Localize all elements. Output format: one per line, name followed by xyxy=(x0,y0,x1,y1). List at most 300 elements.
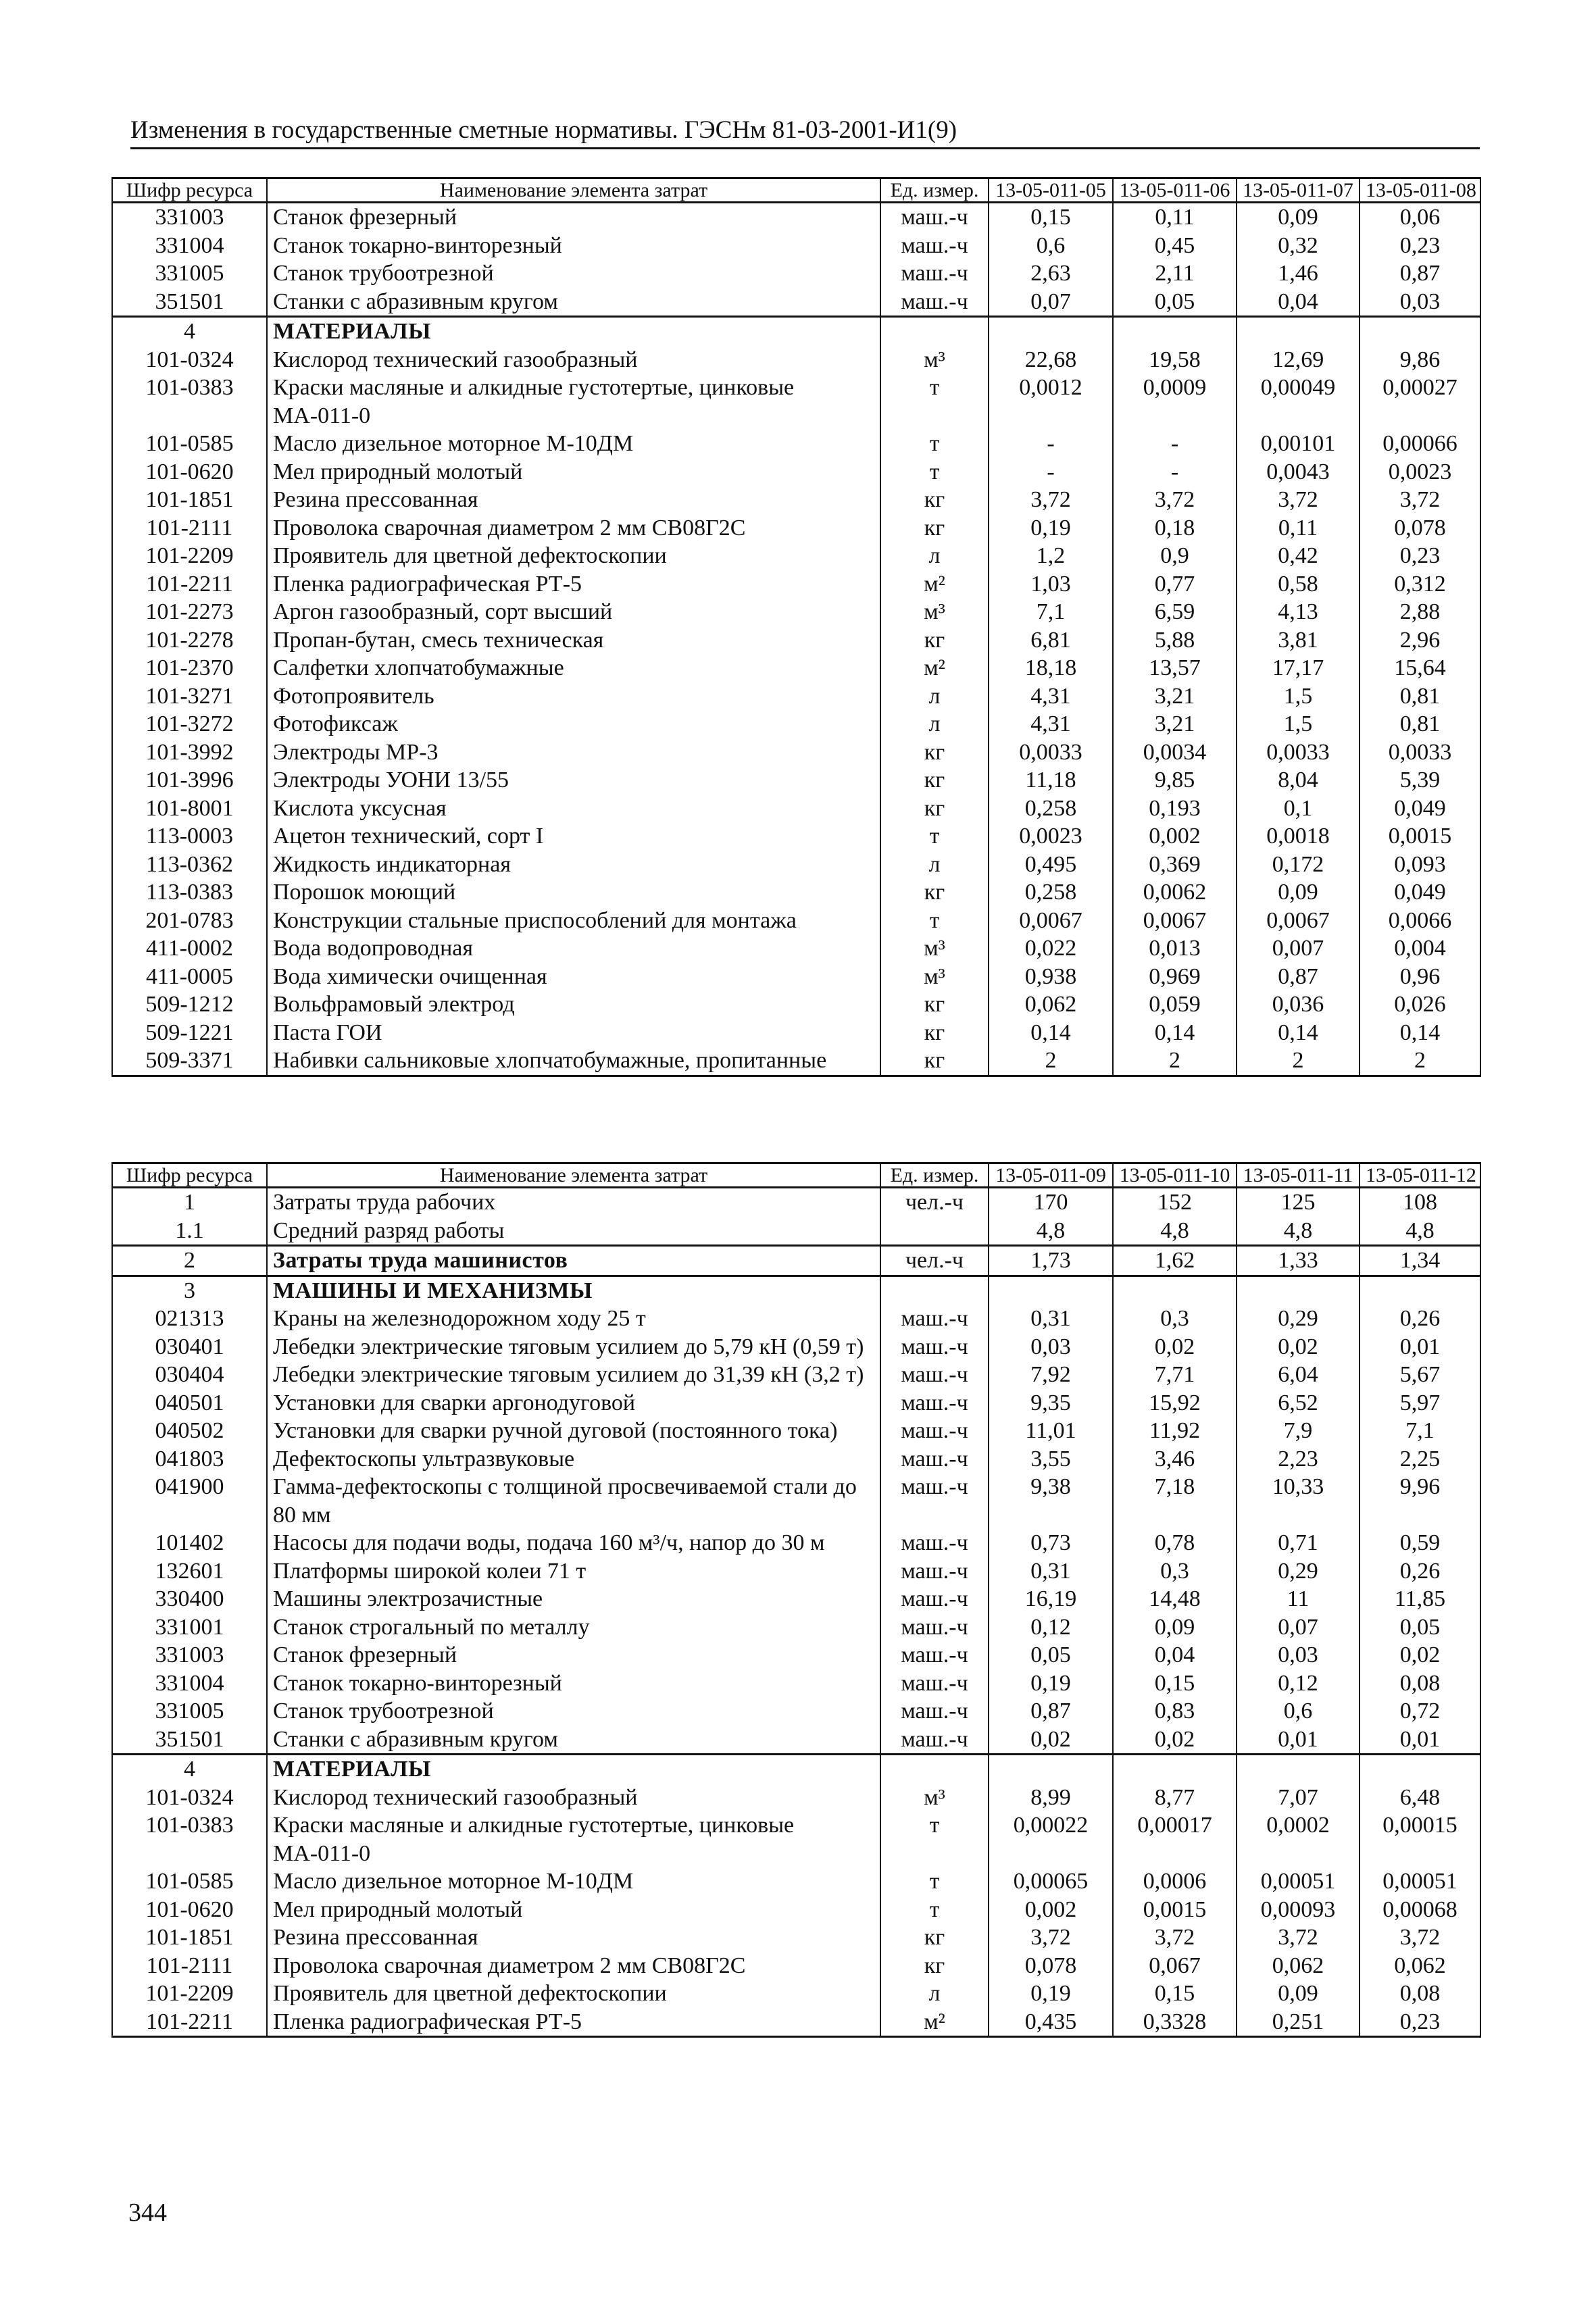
resource-code: 101402 xyxy=(112,1529,267,1557)
resource-value: 4,8 xyxy=(989,1217,1113,1246)
resource-value: 1,34 xyxy=(1360,1246,1480,1276)
resource-value: 0,3 xyxy=(1113,1305,1237,1333)
resource-value: 1,03 xyxy=(989,570,1113,599)
resource-value: 0,04 xyxy=(1113,1641,1237,1669)
resource-value: 18,18 xyxy=(989,654,1113,682)
resource-name: Пропан-бутан, смесь техническая xyxy=(267,626,880,655)
resource-value: 0,04 xyxy=(1237,288,1360,317)
resource-unit: маш.-ч xyxy=(880,1557,989,1586)
resource-name: Насосы для подачи воды, подача 160 м³/ч, напор до 30 м xyxy=(267,1529,880,1557)
resource-value: 3,72 xyxy=(1113,1923,1237,1952)
resource-value: 4,8 xyxy=(1113,1217,1237,1246)
resource-value: 0,12 xyxy=(989,1613,1113,1642)
resource-unit: м³ xyxy=(880,1784,989,1812)
resource-value: 5,88 xyxy=(1113,626,1237,655)
resource-value: 0,19 xyxy=(989,514,1113,543)
resource-unit: маш.-ч xyxy=(880,1333,989,1361)
resource-value: 4,31 xyxy=(989,710,1113,738)
resource-value: 7,1 xyxy=(989,598,1113,626)
resource-value: 0,013 xyxy=(1113,934,1237,963)
table-row xyxy=(112,1019,1480,1047)
table-row xyxy=(112,907,1480,935)
resource-value: 2,11 xyxy=(1113,259,1237,288)
resource-name: Проволока сварочная диаметром 2 мм СВ08Г2С xyxy=(267,514,880,543)
resource-value: 2,23 xyxy=(1237,1445,1360,1474)
section-row xyxy=(112,317,1480,346)
resource-code: 3 xyxy=(112,1276,267,1305)
resource-value: 0,026 xyxy=(1360,990,1480,1019)
resource-name: Фотопроявитель xyxy=(267,682,880,711)
resource-code: 113-0383 xyxy=(112,878,267,907)
resource-code: 1.1 xyxy=(112,1217,267,1246)
resource-value: 0,00022 xyxy=(989,1811,1113,1867)
resource-code: 4 xyxy=(112,1755,267,1784)
resource-name: Краски масляные и алкидные густотертые, цинковые МА-011-0 xyxy=(267,374,880,430)
resource-value: 0,172 xyxy=(1237,851,1360,879)
resource-value: 0,0067 xyxy=(1237,907,1360,935)
resource-value: 0,0043 xyxy=(1237,458,1360,486)
resource-unit: т xyxy=(880,907,989,935)
resource-value xyxy=(989,317,1113,346)
table-row xyxy=(112,598,1480,626)
resource-code: 509-1221 xyxy=(112,1019,267,1047)
resource-value: 0,02 xyxy=(1113,1726,1237,1755)
resource-name: Гамма-дефектоскопы с толщиной просвечиваемой стали до 80 мм xyxy=(267,1473,880,1529)
resource-code: 101-0620 xyxy=(112,458,267,486)
resource-code: 201-0783 xyxy=(112,907,267,935)
resource-value: 0,11 xyxy=(1237,514,1360,543)
table-row xyxy=(112,1217,1480,1246)
resource-unit: маш.-ч xyxy=(880,1641,989,1669)
resource-value: 0,02 xyxy=(1360,1641,1480,1669)
resource-value: 3,72 xyxy=(1360,1923,1480,1952)
resource-value: 11,01 xyxy=(989,1417,1113,1445)
resource-code: 331005 xyxy=(112,259,267,288)
resource-unit: т xyxy=(880,1896,989,1924)
resource-code: 040501 xyxy=(112,1389,267,1417)
resource-value: 0,96 xyxy=(1360,963,1480,991)
resource-unit: т xyxy=(880,430,989,458)
resource-value: 7,92 xyxy=(989,1361,1113,1389)
resource-name: Дефектоскопы ультразвуковые xyxy=(267,1445,880,1474)
resource-value: 0,87 xyxy=(1237,963,1360,991)
resource-value: 0,09 xyxy=(1237,1980,1360,2008)
resource-code: 113-0003 xyxy=(112,822,267,851)
resource-value: 0,312 xyxy=(1360,570,1480,599)
resource-code: 411-0002 xyxy=(112,934,267,963)
resource-value: 0,14 xyxy=(1237,1019,1360,1047)
resource-value: 5,67 xyxy=(1360,1361,1480,1389)
resource-name: Аргон газообразный, сорт высший xyxy=(267,598,880,626)
resource-unit: маш.-ч xyxy=(880,1389,989,1417)
resource-value: 0,078 xyxy=(989,1952,1113,1980)
resource-value: 0,062 xyxy=(989,990,1113,1019)
resource-value: 0,19 xyxy=(989,1980,1113,2008)
resource-value: 7,1 xyxy=(1360,1417,1480,1445)
page-header: Изменения в государственные сметные нормативы. ГЭСНм 81-03-2001-И1(9) xyxy=(130,115,1480,149)
resource-value: 0,45 xyxy=(1113,232,1237,260)
resource-value: 0,31 xyxy=(989,1305,1113,1333)
resource-value xyxy=(989,1755,1113,1784)
table-row xyxy=(112,486,1480,514)
resource-code: 331004 xyxy=(112,232,267,260)
resource-name: Порошок моющий xyxy=(267,878,880,907)
resource-unit: кг xyxy=(880,766,989,795)
resource-name: Кислота уксусная xyxy=(267,795,880,823)
resource-name: Вольфрамовый электрод xyxy=(267,990,880,1019)
resource-name: Резина прессованная xyxy=(267,486,880,514)
resource-value: 0,07 xyxy=(1237,1613,1360,1642)
table-row xyxy=(112,1417,1480,1445)
resource-value: 0,049 xyxy=(1360,878,1480,907)
table-row xyxy=(112,259,1480,288)
resource-value: 0,258 xyxy=(989,795,1113,823)
resource-value: 125 xyxy=(1237,1188,1360,1217)
resource-value: 2,63 xyxy=(989,259,1113,288)
table-row xyxy=(112,1361,1480,1389)
header-unit: Ед. измер. xyxy=(880,178,989,203)
resource-value: 5,97 xyxy=(1360,1389,1480,1417)
resource-unit xyxy=(880,317,989,346)
resource-value: 0,0009 xyxy=(1113,374,1237,430)
resource-value: 0,81 xyxy=(1360,682,1480,711)
header-unit: Ед. измер. xyxy=(880,1163,989,1188)
resource-value: 0,049 xyxy=(1360,795,1480,823)
resource-value: 152 xyxy=(1113,1188,1237,1217)
resource-name: Проявитель для цветной дефектоскопии xyxy=(267,542,880,570)
resource-unit: т xyxy=(880,1811,989,1867)
table-row xyxy=(112,570,1480,599)
resource-unit: кг xyxy=(880,1019,989,1047)
table-row xyxy=(112,934,1480,963)
resource-code: 101-3992 xyxy=(112,738,267,767)
resource-name: Лебедки электрические тяговым усилием до 5,79 кН (0,59 т) xyxy=(267,1333,880,1361)
resource-unit: кг xyxy=(880,626,989,655)
resource-unit: маш.-ч xyxy=(880,1529,989,1557)
table-row xyxy=(112,963,1480,991)
resource-value: 0,01 xyxy=(1360,1726,1480,1755)
resource-value: 1,46 xyxy=(1237,259,1360,288)
resource-unit: м² xyxy=(880,570,989,599)
resource-value: 0,0023 xyxy=(1360,458,1480,486)
resource-value: 0,77 xyxy=(1113,570,1237,599)
resource-unit: л xyxy=(880,851,989,879)
resource-value: 3,55 xyxy=(989,1445,1113,1474)
resource-value: 3,21 xyxy=(1113,682,1237,711)
resource-value: 0,0033 xyxy=(1237,738,1360,767)
resource-name: Жидкость индикаторная xyxy=(267,851,880,879)
resource-unit: маш.-ч xyxy=(880,1585,989,1613)
resource-code: 101-2273 xyxy=(112,598,267,626)
resource-value: 0,0034 xyxy=(1113,738,1237,767)
resource-value: 7,07 xyxy=(1237,1784,1360,1812)
resource-value: 0,00065 xyxy=(989,1867,1113,1896)
resource-value: 0,3328 xyxy=(1113,2008,1237,2037)
resource-value: 0,00101 xyxy=(1237,430,1360,458)
resource-value: 0,23 xyxy=(1360,232,1480,260)
header-col-2: 13-05-011-06 xyxy=(1113,178,1237,203)
resource-name: Платформы широкой колеи 71 т xyxy=(267,1557,880,1586)
resource-value: 0,00027 xyxy=(1360,374,1480,430)
resource-unit: м³ xyxy=(880,598,989,626)
table-row xyxy=(112,990,1480,1019)
resource-value: 2,96 xyxy=(1360,626,1480,655)
resource-value: 2 xyxy=(989,1047,1113,1076)
resource-name: Электроды МР-3 xyxy=(267,738,880,767)
resource-value: 0,08 xyxy=(1360,1980,1480,2008)
resource-name: Резина прессованная xyxy=(267,1923,880,1952)
resource-unit: м³ xyxy=(880,934,989,963)
resource-value xyxy=(1113,1276,1237,1305)
resource-unit: т xyxy=(880,374,989,430)
table-row xyxy=(112,654,1480,682)
resource-value: - xyxy=(989,458,1113,486)
resource-unit: маш.-ч xyxy=(880,259,989,288)
section-row xyxy=(112,1276,1480,1305)
resource-value xyxy=(1237,1276,1360,1305)
resource-value: 17,17 xyxy=(1237,654,1360,682)
resource-code: 101-3271 xyxy=(112,682,267,711)
resource-unit: маш.-ч xyxy=(880,1305,989,1333)
header-col-3: 13-05-011-07 xyxy=(1237,178,1360,203)
resource-value: 0,87 xyxy=(1360,259,1480,288)
resource-value: 5,39 xyxy=(1360,766,1480,795)
table-row xyxy=(112,1641,1480,1669)
resource-table-1 xyxy=(111,177,1481,1077)
resource-name: Вода водопроводная xyxy=(267,934,880,963)
resource-code: 101-0324 xyxy=(112,346,267,374)
resource-value: 0,05 xyxy=(989,1641,1113,1669)
table-header-row xyxy=(112,178,1480,203)
resource-code: 101-1851 xyxy=(112,1923,267,1952)
header-col-4: 13-05-011-12 xyxy=(1360,1163,1480,1188)
resource-value: 11 xyxy=(1237,1585,1360,1613)
resource-value: 0,06 xyxy=(1360,203,1480,232)
resource-value xyxy=(1237,1755,1360,1784)
resource-unit xyxy=(880,1217,989,1246)
resource-value: 0,0067 xyxy=(1113,907,1237,935)
resource-unit: м³ xyxy=(880,963,989,991)
resource-name: Конструкции стальные приспособлений для монтажа xyxy=(267,907,880,935)
header-col-2: 13-05-011-10 xyxy=(1113,1163,1237,1188)
resource-unit xyxy=(880,1276,989,1305)
resource-value: 0,87 xyxy=(989,1697,1113,1726)
resource-value: 0,3 xyxy=(1113,1557,1237,1586)
header-col-3: 13-05-011-11 xyxy=(1237,1163,1360,1188)
resource-value xyxy=(1360,1755,1480,1784)
resource-value: 0,03 xyxy=(1360,288,1480,317)
table-row xyxy=(112,1811,1480,1867)
resource-name: Станок трубоотрезной xyxy=(267,1697,880,1726)
table-row xyxy=(112,766,1480,795)
resource-unit: маш.-ч xyxy=(880,288,989,317)
resource-unit: маш.-ч xyxy=(880,1473,989,1529)
table-row xyxy=(112,795,1480,823)
table-header-row xyxy=(112,1163,1480,1188)
table-row xyxy=(112,851,1480,879)
resource-code: 101-2209 xyxy=(112,542,267,570)
resource-value: 0,022 xyxy=(989,934,1113,963)
resource-name: Проявитель для цветной дефектоскопии xyxy=(267,1980,880,2008)
resource-value xyxy=(989,1276,1113,1305)
resource-value: 9,85 xyxy=(1113,766,1237,795)
resource-code: 101-3272 xyxy=(112,710,267,738)
resource-code: 351501 xyxy=(112,288,267,317)
table-row xyxy=(112,682,1480,711)
resource-value: 9,35 xyxy=(989,1389,1113,1417)
resource-value: 0,42 xyxy=(1237,542,1360,570)
resource-code: 030401 xyxy=(112,1333,267,1361)
resource-unit: л xyxy=(880,682,989,711)
resource-value: 0,0023 xyxy=(989,822,1113,851)
table-row xyxy=(112,1980,1480,2008)
resource-name: Проволока сварочная диаметром 2 мм СВ08Г2С xyxy=(267,1952,880,1980)
resource-value: 0,07 xyxy=(989,288,1113,317)
resource-value: 0,00068 xyxy=(1360,1896,1480,1924)
resource-value: 0,0033 xyxy=(989,738,1113,767)
section-row xyxy=(112,1246,1480,1276)
resource-value: 0,969 xyxy=(1113,963,1237,991)
resource-value: 0,938 xyxy=(989,963,1113,991)
resource-name: Электроды УОНИ 13/55 xyxy=(267,766,880,795)
table-row xyxy=(112,878,1480,907)
resource-unit: кг xyxy=(880,738,989,767)
resource-name: Мел природный молотый xyxy=(267,458,880,486)
resource-value: 0,435 xyxy=(989,2008,1113,2037)
table-row xyxy=(112,430,1480,458)
resource-code: 101-0620 xyxy=(112,1896,267,1924)
resource-value: 0,258 xyxy=(989,878,1113,907)
resource-value: 11,85 xyxy=(1360,1585,1480,1613)
resource-value: 0,01 xyxy=(1237,1726,1360,1755)
resource-name: Паста ГОИ xyxy=(267,1019,880,1047)
resource-value: 0,09 xyxy=(1113,1613,1237,1642)
resource-value xyxy=(1237,317,1360,346)
resource-name: Пленка радиографическая РТ-5 xyxy=(267,570,880,599)
resource-code: 101-0383 xyxy=(112,374,267,430)
resource-value: 1,5 xyxy=(1237,682,1360,711)
resource-value: 19,58 xyxy=(1113,346,1237,374)
resource-name: Машины электрозачистные xyxy=(267,1585,880,1613)
resource-value: 170 xyxy=(989,1188,1113,1217)
resource-value: 0,26 xyxy=(1360,1305,1480,1333)
resource-value: 0,02 xyxy=(1113,1333,1237,1361)
resource-unit: маш.-ч xyxy=(880,1726,989,1755)
resource-value: 1,62 xyxy=(1113,1246,1237,1276)
resource-value: 6,04 xyxy=(1237,1361,1360,1389)
resource-code: 101-3996 xyxy=(112,766,267,795)
resource-value: 0,03 xyxy=(989,1333,1113,1361)
resource-value: 0,00051 xyxy=(1360,1867,1480,1896)
resource-value: 0,0018 xyxy=(1237,822,1360,851)
table-row xyxy=(112,346,1480,374)
resource-value: 0,31 xyxy=(989,1557,1113,1586)
header-col-4: 13-05-011-08 xyxy=(1360,178,1480,203)
resource-value: 0,29 xyxy=(1237,1557,1360,1586)
resource-value: 0,00093 xyxy=(1237,1896,1360,1924)
resource-value: 0,83 xyxy=(1113,1697,1237,1726)
resource-code: 351501 xyxy=(112,1726,267,1755)
resource-unit: кг xyxy=(880,1047,989,1076)
resource-name: МАШИНЫ И МЕХАНИЗМЫ xyxy=(267,1276,880,1305)
resource-code: 330400 xyxy=(112,1585,267,1613)
resource-value: 0,00015 xyxy=(1360,1811,1480,1867)
resource-value: 2 xyxy=(1113,1047,1237,1076)
resource-value: 3,72 xyxy=(1113,486,1237,514)
resource-value: 4,8 xyxy=(1237,1217,1360,1246)
resource-code: 101-8001 xyxy=(112,795,267,823)
resource-value: 108 xyxy=(1360,1188,1480,1217)
resource-unit: кг xyxy=(880,514,989,543)
resource-unit: т xyxy=(880,1867,989,1896)
resource-code: 4 xyxy=(112,317,267,346)
resource-name: Кислород технический газообразный xyxy=(267,1784,880,1812)
table-row xyxy=(112,374,1480,430)
resource-value: 6,48 xyxy=(1360,1784,1480,1812)
resource-name: Лебедки электрические тяговым усилием до 31,39 кН (3,2 т) xyxy=(267,1361,880,1389)
resource-value: 1,5 xyxy=(1237,710,1360,738)
resource-code: 101-2111 xyxy=(112,1952,267,1980)
resource-value: 0,15 xyxy=(1113,1669,1237,1698)
resource-value: 0,193 xyxy=(1113,795,1237,823)
resource-value: 0,72 xyxy=(1360,1697,1480,1726)
resource-value: 0,03 xyxy=(1237,1641,1360,1669)
resource-name: Средний разряд работы xyxy=(267,1217,880,1246)
resource-value: 0,495 xyxy=(989,851,1113,879)
resource-unit: л xyxy=(880,1980,989,2008)
resource-value: 0,007 xyxy=(1237,934,1360,963)
resource-value: 0,002 xyxy=(1113,822,1237,851)
resource-value: 0,00049 xyxy=(1237,374,1360,430)
resource-name: Салфетки хлопчатобумажные xyxy=(267,654,880,682)
resource-value: 15,64 xyxy=(1360,654,1480,682)
resource-value: 0,0006 xyxy=(1113,1867,1237,1896)
table-row xyxy=(112,1333,1480,1361)
table-row xyxy=(112,1047,1480,1076)
resource-value: 22,68 xyxy=(989,346,1113,374)
table-row xyxy=(112,1188,1480,1217)
resource-value: 8,77 xyxy=(1113,1784,1237,1812)
section-row xyxy=(112,1755,1480,1784)
resource-value: 0,251 xyxy=(1237,2008,1360,2037)
resource-value: 0,29 xyxy=(1237,1305,1360,1333)
resource-value: 0,78 xyxy=(1113,1529,1237,1557)
resource-name: Затраты труда рабочих xyxy=(267,1188,880,1217)
resource-value: 0,05 xyxy=(1360,1613,1480,1642)
resource-unit: кг xyxy=(880,878,989,907)
resource-code: 509-1212 xyxy=(112,990,267,1019)
resource-value: 0,0012 xyxy=(989,374,1113,430)
resource-value: 1,73 xyxy=(989,1246,1113,1276)
resource-unit: маш.-ч xyxy=(880,1669,989,1698)
header-code: Шифр ресурса xyxy=(112,1163,267,1188)
resource-value: 0,14 xyxy=(989,1019,1113,1047)
resource-value: 0,19 xyxy=(989,1669,1113,1698)
resource-code: 331004 xyxy=(112,1669,267,1698)
resource-name: Установки для сварки ручной дуговой (постоянного тока) xyxy=(267,1417,880,1445)
resource-value: 7,18 xyxy=(1113,1473,1237,1529)
resource-name: Краны на железнодорожном ходу 25 т xyxy=(267,1305,880,1333)
resource-value: 0,23 xyxy=(1360,542,1480,570)
resource-value: 6,81 xyxy=(989,626,1113,655)
resource-value: 0,059 xyxy=(1113,990,1237,1019)
resource-unit: кг xyxy=(880,1952,989,1980)
resource-value: 1,2 xyxy=(989,542,1113,570)
resource-value: 0,15 xyxy=(1113,1980,1237,2008)
resource-unit: маш.-ч xyxy=(880,1361,989,1389)
resource-value: 0,59 xyxy=(1360,1529,1480,1557)
resource-value: 13,57 xyxy=(1113,654,1237,682)
